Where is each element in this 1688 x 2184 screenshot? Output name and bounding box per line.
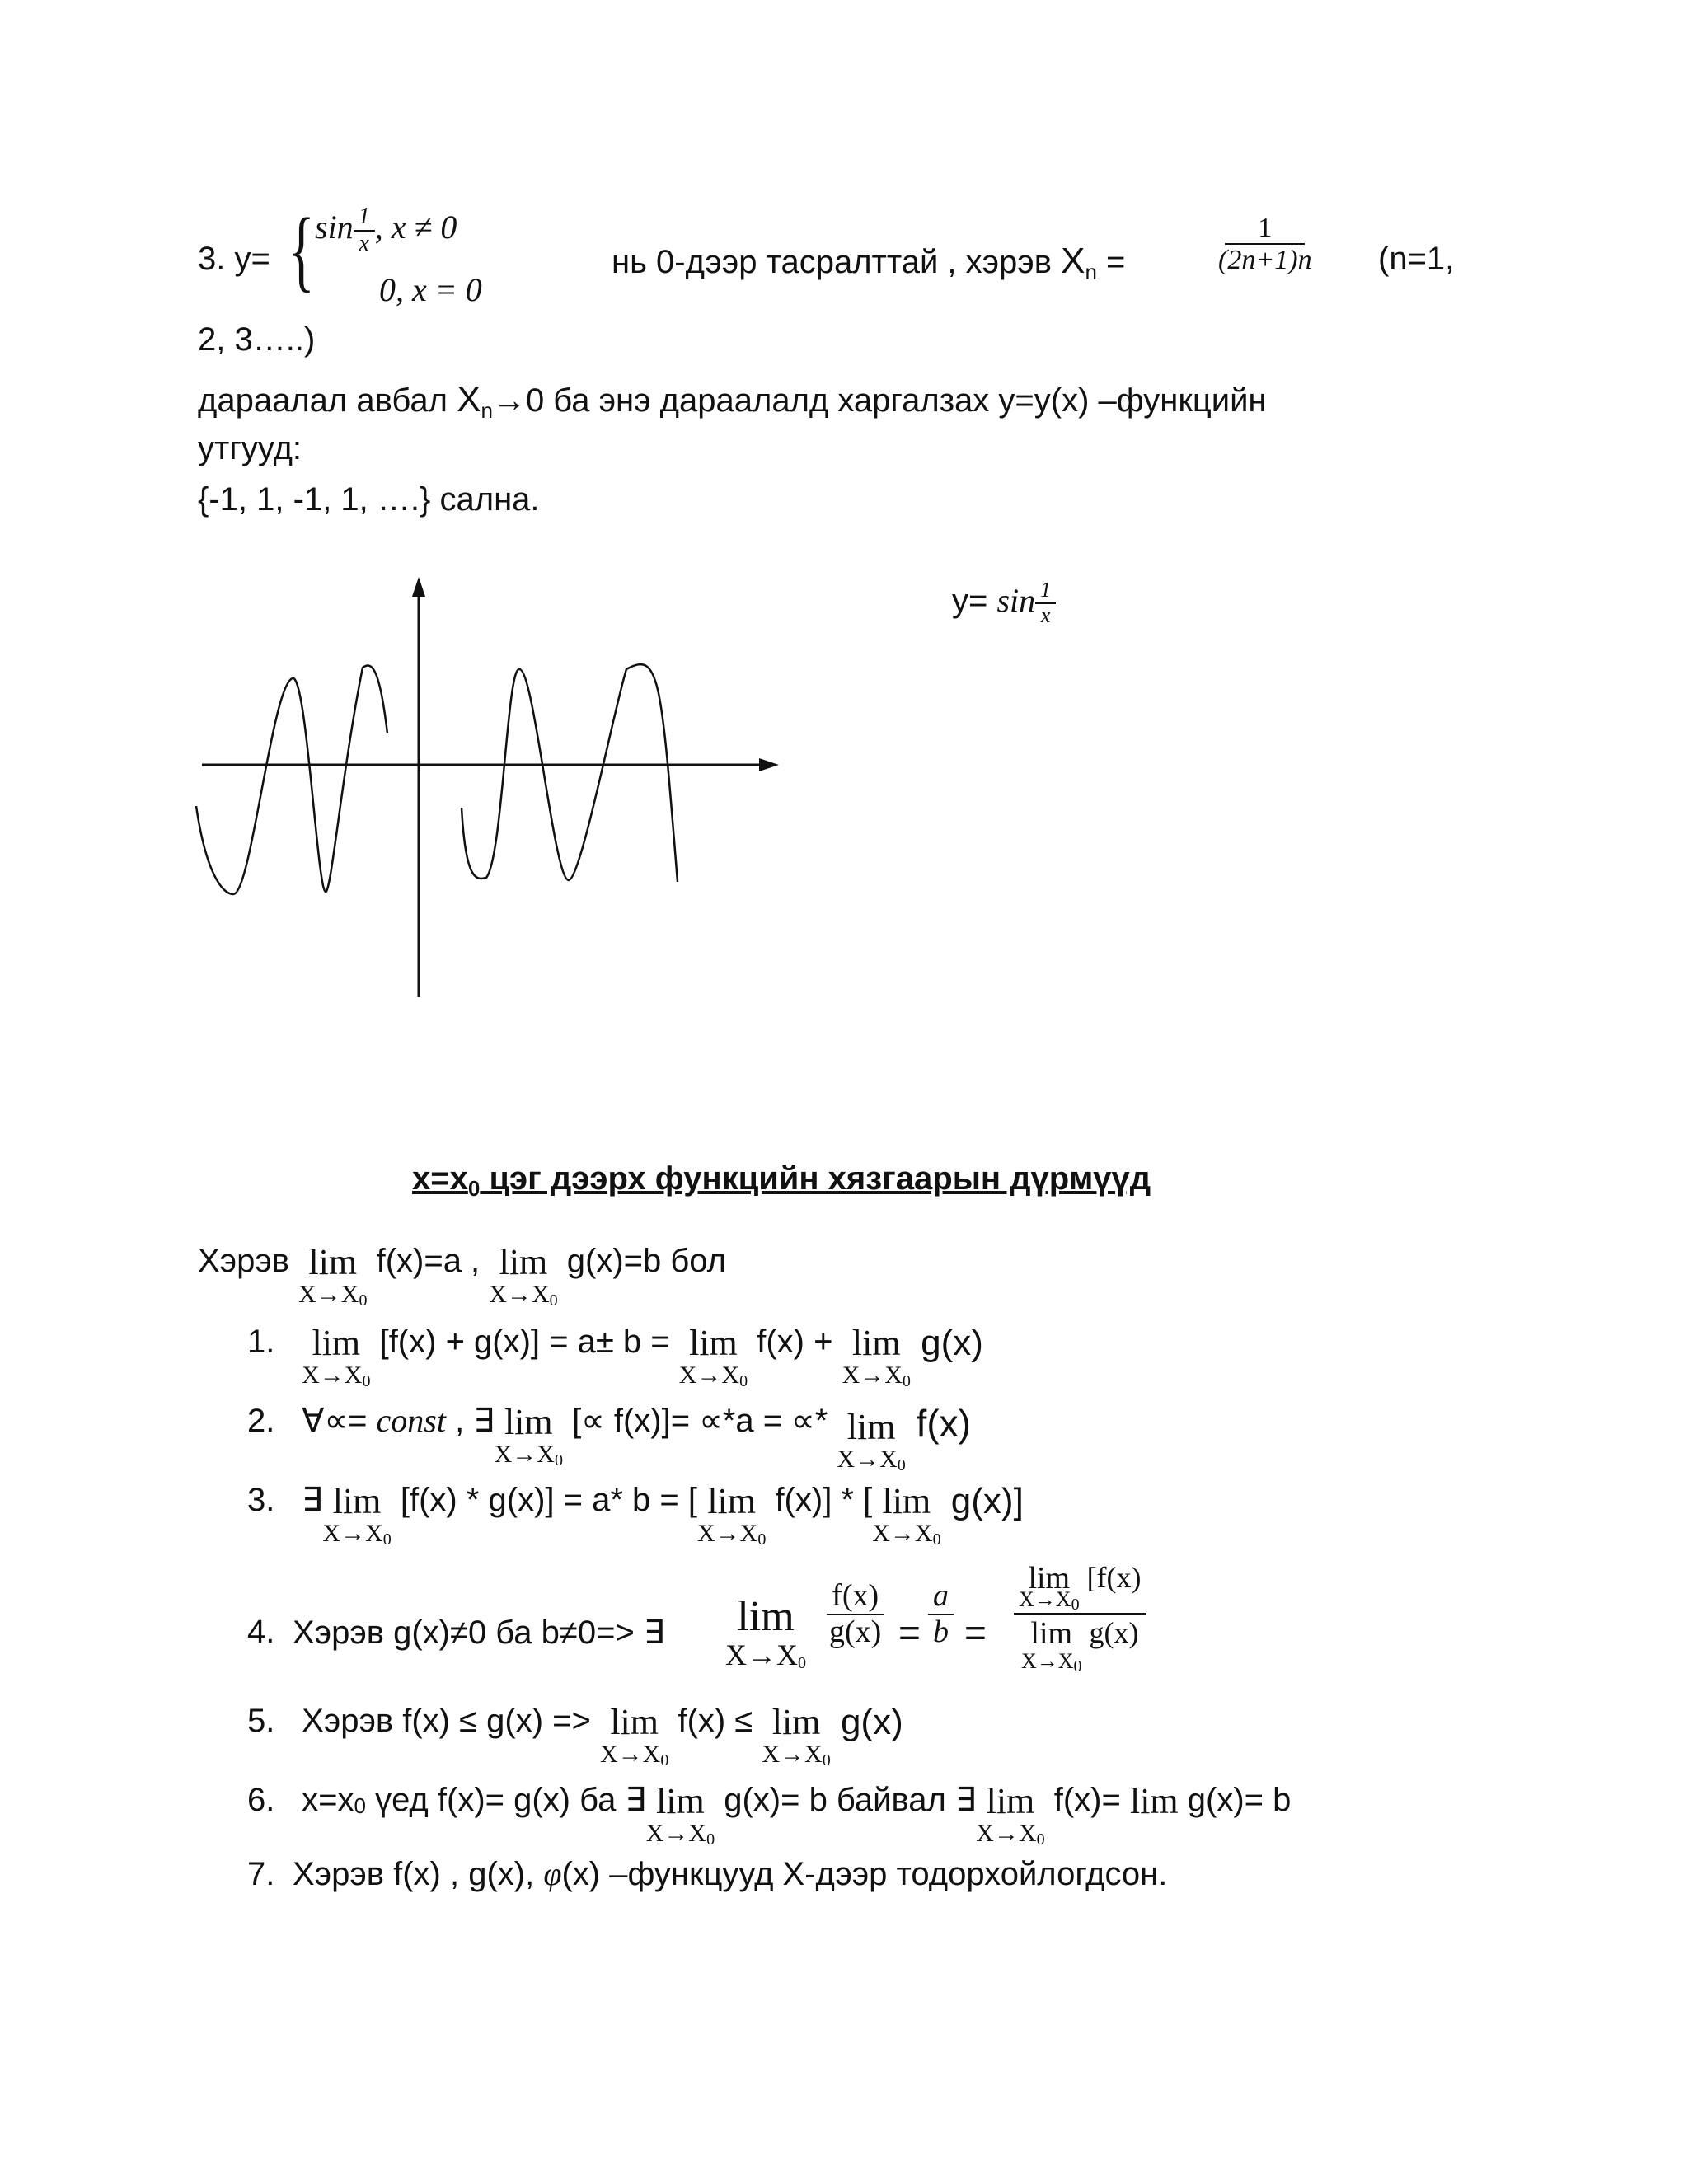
lim-sub0: 0 [739,1372,748,1390]
lim-2 [489,1244,557,1309]
lim-sub: X→X [842,1361,903,1389]
case1-num: 1 [354,204,375,232]
rule-2-d: f(x) [905,1402,971,1445]
intro-a: Хэрэв [198,1243,299,1279]
rule-4-limfrac [1014,1563,1146,1675]
rule-4-num: 4. [247,1614,275,1650]
rule-4-lim [725,1593,824,1672]
lim [837,1409,905,1474]
case1-fn: sin [315,208,354,246]
rule-6-a0: 0 [354,1793,366,1818]
rule-2-a: ∀∝= [302,1403,377,1439]
intro-gb: g(x)=b бол [566,1243,726,1279]
lim-sub: X→X [1020,1649,1074,1673]
lim [976,1783,1044,1848]
y-axis [412,577,425,997]
lim-sub0: 0 [1073,1657,1082,1675]
lim-sub: X→X [489,1281,550,1308]
case2-cond: , x = 0 [396,271,482,308]
rule-2-c: [∝ f(x)]= ∝*a = ∝* [562,1403,837,1439]
title-a: x=x [412,1160,468,1197]
rule-6-a: x=x [302,1782,354,1818]
lim-word: lim [986,1781,1035,1821]
rule-6 [247,1783,1291,1848]
lim [1019,1563,1080,1613]
lim [600,1704,668,1769]
rule-3-c: f(x)] * [ [766,1482,873,1518]
lim-sub: X→X [645,1820,707,1847]
lim [842,1325,911,1390]
lim-sub0: 0 [549,1291,558,1310]
rule-5-a: Хэрэв f(x) ≤ g(x) => [302,1703,600,1739]
lim-sub: X→X [696,1520,758,1547]
lim-word: lim [1028,1561,1071,1596]
lim-word: lim [1030,1616,1073,1651]
x-axis [202,758,779,771]
rule-7 [247,1855,1168,1892]
lim-word: lim [851,1323,901,1363]
rule-2-b: , ∃ [445,1403,495,1439]
lim-word: lim [846,1407,896,1447]
line3-b: →0 ба энэ дараалалд харгалзах y=y(x) –функцийн [492,382,1267,419]
rule-6-num: 6. [247,1782,275,1818]
graph-label-den: x [1040,602,1051,627]
rule-5 [247,1704,903,1769]
lim-word: lim [499,1242,548,1282]
lim-sub0: 0 [822,1751,831,1769]
lim-sub: X→X [600,1741,661,1768]
lim-sub: X→X [976,1820,1037,1847]
lim [1021,1618,1082,1675]
case2-val: 0 [379,271,396,308]
rule-4-fg [824,1579,886,1650]
lim-sub0: 0 [1036,1830,1045,1849]
lim-word: lim [656,1781,705,1821]
rule-3-b: [f(x) * g(x)] = a* b = [ [391,1482,697,1518]
rule-6-e: g(x)= b [1178,1782,1292,1818]
intro-fa: f(x)=a , [376,1243,490,1279]
lim [646,1783,715,1848]
xn-sub: n [1085,260,1097,284]
limfrac-bot: g(x) [1081,1616,1139,1649]
line3-sub: n [481,398,493,423]
curve-left [196,665,387,894]
lim [697,1483,766,1548]
title-b: цэг дээрх функцийн хязгаарын дүрмүүд [480,1160,1151,1197]
lim [679,1325,748,1390]
lim-word: lim [610,1702,659,1742]
rule-3-d: g(x)] [940,1481,1024,1521]
limfrac-top: [f(x) [1079,1561,1142,1594]
equals-sign: = [1096,244,1126,280]
lim-1 [298,1244,367,1309]
ab-den: b [933,1614,949,1649]
rule-3 [247,1483,1024,1548]
rule-6-plain-lim: lim [1129,1781,1179,1821]
rule-7-a: Хэрэв f(x) , g(x), [293,1856,544,1892]
rule-4-eq2: = [964,1611,987,1654]
phi-symbol: φ [543,1855,562,1892]
lim [762,1704,830,1769]
lim-sub: X→X [1019,1587,1071,1611]
rule-1-c: g(x) [910,1323,983,1363]
lim-sub: X→X [872,1520,933,1547]
rule-4-eq: = [898,1611,921,1654]
graph-label-prefix: y= [952,583,997,620]
rule-2-const: const [376,1402,446,1439]
lim-sub0: 0 [359,1291,368,1310]
lim [322,1483,391,1548]
lim-sub: X→X [837,1446,898,1473]
lim-sub0: 0 [932,1530,941,1549]
rule-5-c: g(x) [830,1702,903,1742]
rule-1-b: f(x) + [748,1324,842,1360]
left-brace: { [288,199,315,300]
lim-sub0: 0 [362,1372,371,1390]
fg-den: g(x) [829,1614,882,1649]
lim-sub: X→X [302,1361,363,1389]
rule-6-d: f(x)= [1044,1782,1130,1818]
section-title [412,1160,1151,1202]
lim-word: lim [312,1323,361,1363]
rule-1-a: [f(x) + g(x)] = a± b = [370,1324,679,1360]
lim-sub0: 0 [757,1530,767,1549]
problem-line-4: утгууд: [198,430,302,466]
lim [302,1325,370,1390]
lim [872,1483,940,1548]
problem-line-2: 2, 3…..) [198,321,316,358]
intro-line [198,1244,726,1309]
lim-sub0: 0 [1071,1596,1080,1614]
rule-6-c: g(x)= b байвал ∃ [715,1782,977,1818]
lim-sub: X→X [298,1281,359,1308]
fg-num: f(x) [827,1579,884,1615]
lim-sub0: 0 [382,1530,392,1549]
lim-sub: X→X [725,1638,798,1671]
lim-sub: X→X [678,1361,740,1389]
lim [495,1404,563,1469]
ab-num: a [928,1579,954,1615]
lim-word: lim [707,1481,756,1521]
title-sub: 0 [467,1176,481,1201]
lim-word: lim [308,1242,358,1282]
middle-text: нь 0-дээр тасралттай , хэрэв [612,244,1062,280]
rule-6-b: үед f(x)= g(x) ба ∃ [365,1782,646,1818]
lim-word: lim [689,1323,738,1363]
seq-num: 1 [1225,213,1305,245]
problem-line-5: {-1, 1, -1, 1, ….} сална. [198,481,540,518]
lim-sub0: 0 [902,1372,911,1390]
rule-5-b: f(x) ≤ [668,1703,762,1739]
line3-xn: X [457,379,481,419]
lim-sub0: 0 [660,1751,669,1769]
graph-label [952,579,1056,627]
lim-word: lim [882,1481,931,1521]
lim-sub0: 0 [897,1456,906,1474]
lim-sub: X→X [494,1441,555,1468]
line3-a: дараалал авбал [198,382,457,419]
seq-den: (2n+1)n [1218,245,1312,276]
graph-label-fn: sin [996,582,1036,620]
graph-label-num: 1 [1035,579,1056,604]
rule-4-ab [928,1579,954,1650]
lim-word: lim [332,1481,382,1521]
rule-3-a: ∃ [302,1482,323,1518]
curve-right [462,664,678,882]
rule-4-a: Хэрэв g(x)≠0 ба b≠0=> ∃ [293,1615,665,1651]
rule-3-num: 3. [247,1482,275,1518]
problem-prefix: 3. y= [198,241,270,277]
xn-symbol: X [1061,241,1085,281]
lim-sub0: 0 [798,1654,806,1672]
n-text: (n=1, [1378,241,1455,277]
rule-2 [247,1404,971,1474]
case1-den: x [359,230,369,256]
rule-7-b: (x) –функцууд X-дээр тодорхойлогдсон. [561,1856,1168,1892]
lim-word: lim [504,1402,553,1442]
rule-5-num: 5. [247,1703,275,1739]
lim-sub: X→X [762,1741,823,1768]
rule-1-num: 1. [247,1324,275,1360]
lim [725,1593,806,1672]
rule-1 [247,1325,983,1390]
case1-cond: , x ≠ 0 [374,208,457,246]
lim-sub: X→X [322,1520,383,1547]
lim-sub0: 0 [706,1830,715,1849]
rule-2-num: 2. [247,1403,275,1439]
rule-7-num: 7. [247,1856,275,1892]
lim-word: lim [737,1593,795,1640]
lim-word: lim [771,1702,821,1742]
lim-sub0: 0 [554,1451,563,1469]
